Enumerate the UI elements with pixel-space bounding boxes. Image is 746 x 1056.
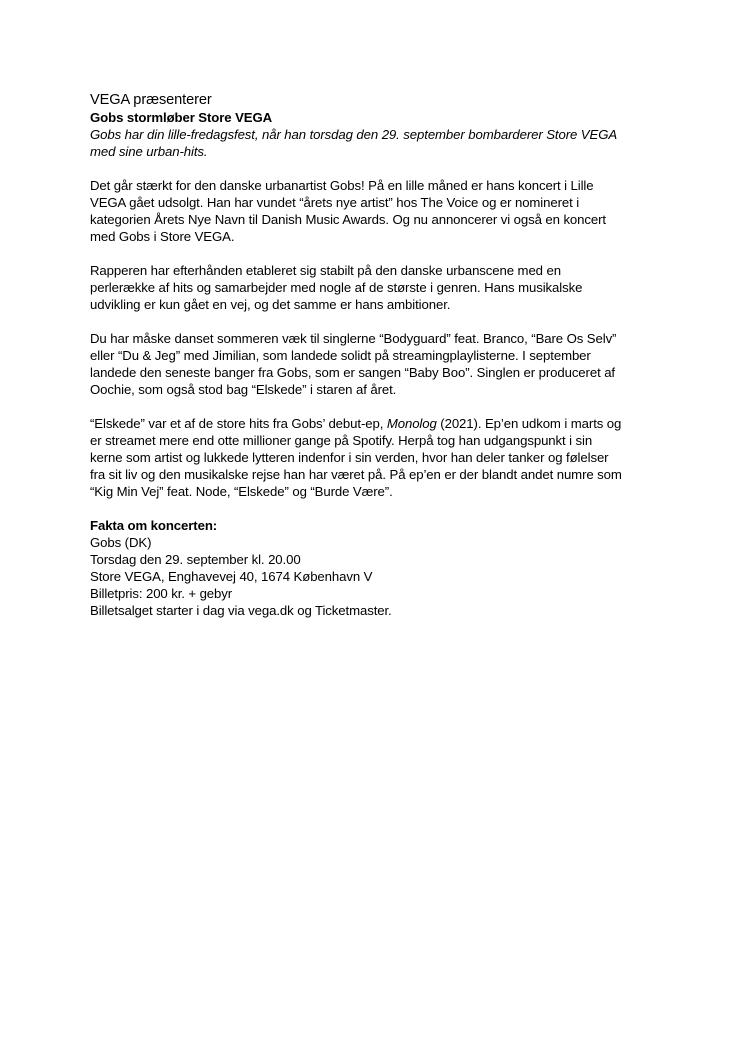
text-line: landede den seneste banger fra Gobs, som er sangen “Baby Boo”. Singlen er produceret af bbox=[90, 365, 615, 380]
body-paragraph-4 bbox=[90, 415, 670, 500]
text-line: “Kig Min Vej” feat. Node, “Elskede” og “Burde Være”. bbox=[90, 484, 393, 499]
kicker: VEGA præsenterer bbox=[90, 92, 212, 108]
text-line: Det går stærkt for den danske urbanartist Gobs! På en lille måned er hans koncert i Lille bbox=[90, 178, 594, 193]
body-paragraph-3 bbox=[90, 330, 670, 398]
text-line: Gobs har din lille-fredagsfest, når han torsdag den 29. september bombarderer Store VEGA bbox=[90, 127, 618, 142]
text-run: “Elskede” var et af de store hits fra Gobs’ debut-ep, bbox=[90, 416, 387, 431]
fact-date: Torsdag den 29. september kl. 20.00 bbox=[90, 552, 301, 567]
lead-paragraph bbox=[90, 126, 670, 160]
body-paragraph-2 bbox=[90, 262, 670, 313]
fact-artist: Gobs (DK) bbox=[90, 535, 152, 550]
text-line: udvikling er kun gået en vej, og det samme er hans ambitioner. bbox=[90, 297, 451, 312]
text-line bbox=[90, 415, 670, 432]
ep-title: Monolog bbox=[386, 416, 437, 431]
text-line: kerne som artist og lukkede lytteren indenfor i sin verden, hvor han deler tanker og følelser bbox=[90, 450, 609, 465]
headline: Gobs stormløber Store VEGA bbox=[90, 110, 273, 125]
text-line: fra sit liv og den musikalske rejse han har været på. På ep’en er der blandt andet numre som bbox=[90, 467, 622, 482]
text-line: Rapperen har efterhånden etableret sig stabilt på den danske urbanscene med en bbox=[90, 263, 561, 278]
text-line: perlerække af hits og samarbejder med nogle af de største i genren. Hans musikalske bbox=[90, 280, 583, 295]
text-line: Du har måske danset sommeren væk til singlerne “Bodyguard” feat. Branco, “Bare Os Selv” bbox=[90, 331, 617, 346]
text-line: eller “Du & Jeg” med Jimilian, som landede solidt på streamingplaylisterne. I september bbox=[90, 348, 591, 363]
text-line: VEGA gået udsolgt. Han har vundet “årets nye artist” hos The Voice og er nomineret i bbox=[90, 195, 580, 210]
facts-list bbox=[90, 534, 670, 619]
body-paragraph-1 bbox=[90, 177, 670, 245]
facts-heading: Fakta om koncerten: bbox=[90, 518, 218, 533]
fact-sales: Billetsalget starter i dag via vega.dk og Ticketmaster. bbox=[90, 603, 392, 618]
fact-price: Billetpris: 200 kr. + gebyr bbox=[90, 586, 233, 601]
text-line: kategorien Årets Nye Navn til Danish Music Awards. Og nu annoncerer vi også en koncert bbox=[90, 212, 606, 227]
press-release bbox=[90, 91, 670, 619]
text-line: er streamet mere end otte millioner gange på Spotify. Herpå tog han udgangspunkt i sin bbox=[90, 433, 593, 448]
text-run: (2021). Ep’en udkom i marts og bbox=[436, 416, 622, 431]
text-line: med sine urban-hits. bbox=[90, 144, 208, 159]
text-line: med Gobs i Store VEGA. bbox=[90, 229, 235, 244]
fact-venue: Store VEGA, Enghavevej 40, 1674 København V bbox=[90, 569, 373, 584]
text-line: Oochie, som også stod bag “Elskede” i staren af året. bbox=[90, 382, 397, 397]
